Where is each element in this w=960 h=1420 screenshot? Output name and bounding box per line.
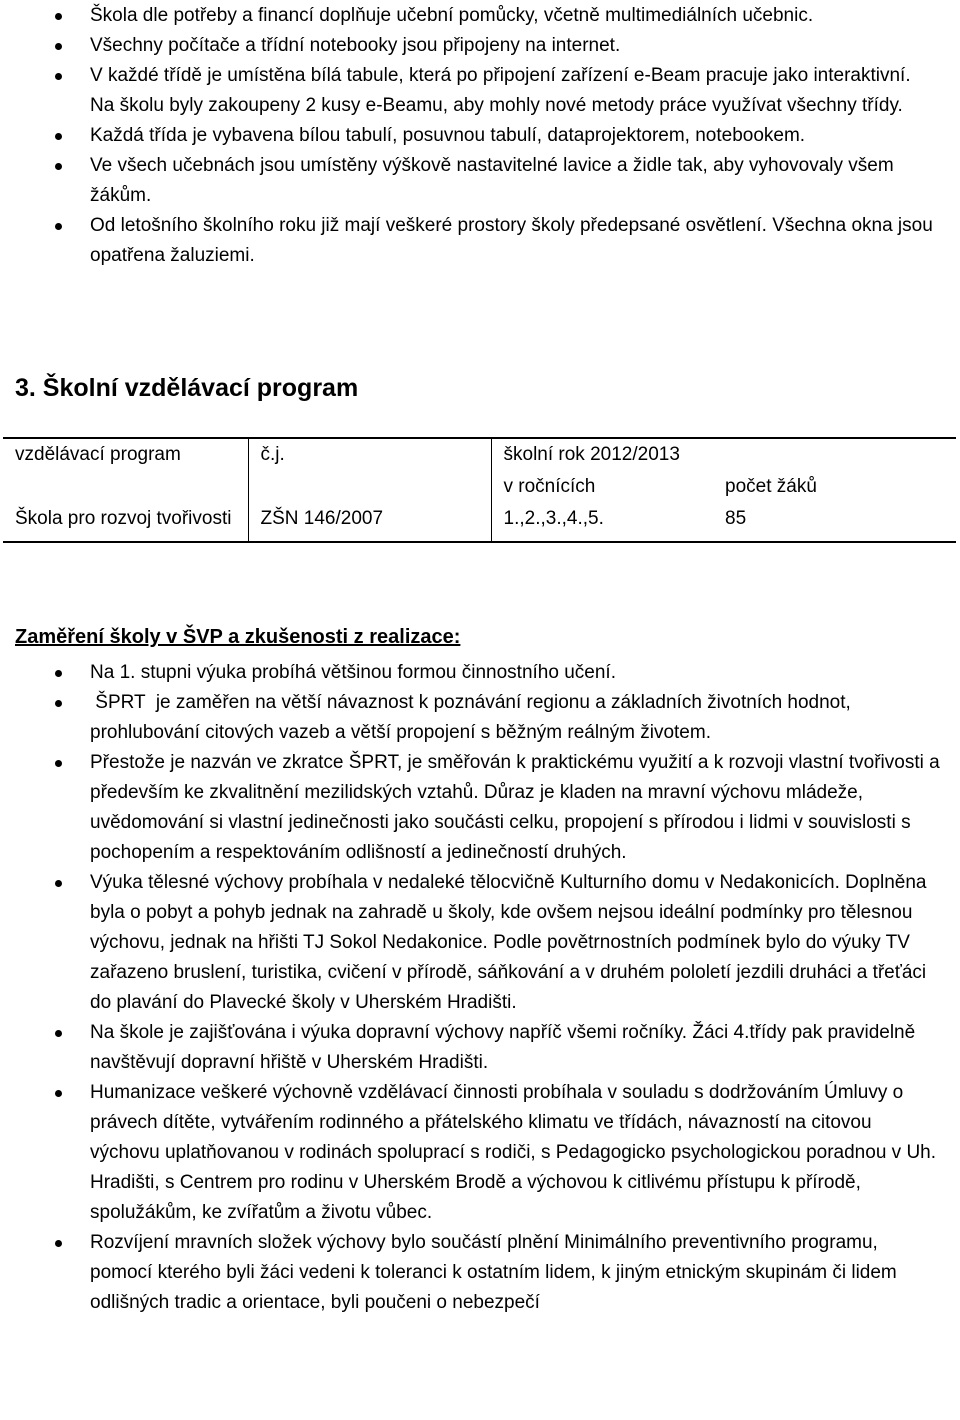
table-row [3, 503, 956, 542]
bullet-icon [55, 700, 62, 707]
list-item [0, 151, 960, 211]
bullet-icon [55, 133, 62, 140]
list-item [0, 688, 960, 748]
list-item-text: Škola dle potřeby a financí doplňuje učební pomůcky, včetně multimediálních učebnic. [90, 5, 814, 26]
equipment-list [0, 1, 960, 271]
list-item [0, 61, 960, 121]
program-table [3, 437, 956, 543]
bullet-icon [55, 43, 62, 50]
cell-cj: ZŠN 146/2007 [248, 503, 491, 542]
cell-pupils: 85 [713, 503, 956, 542]
bullet-icon [55, 223, 62, 230]
bullet-icon [55, 163, 62, 170]
list-item [0, 658, 960, 688]
bullet-icon [55, 880, 62, 887]
list-item [0, 1018, 960, 1078]
list-item-text: Na škole je zajišťována i výuka dopravní výchovy napříč všemi ročníky. Žáci 4.třídy pak pravidelně navštěvují dopravní hřiště v Uherském Hradišti. [90, 1022, 916, 1073]
cell-grades: 1.,2.,3.,4.,5. [491, 503, 713, 542]
list-item-text: Přestože je nazván ve zkratce ŠPRT, je směřován k praktickému využití a k rozvoji vlastní tvořivosti a především ke zkvalitnění mezilidských vztahů. Důraz je kladen na mravní výchovu mládeže, uvědomování si vlastní jedinečnosti jako součásti celku, propojení s přírodou i lidmi v souvislosti s pochopením a respektováním odlišností a jedinečností druhých. [90, 752, 940, 863]
cell-program: Škola pro rozvoj tvořivosti [3, 503, 248, 542]
list-item-text: Výuka tělesné výchovy probíhala v nedaleké tělocvičně Kulturního domu v Nedakonicích. Doplněna byla o pobyt a pohyb jednak na zahradě u školy, kde ovšem nejsou ideální podmínky pro tělesnou výchovu, jednak na hřišti TJ Sokol Nedakonice. Podle povětrnostních podmínek bylo do výuky TV zařazeno bruslení, turistika, cvičení v přírodě, sáňkování a v druhém pololetí jezdili druháci a třeťáci do plavání do Plavecké školy v Uherském Hradišti. [90, 872, 927, 1013]
bullet-icon [55, 13, 62, 20]
list-item [0, 1078, 960, 1228]
list-item [0, 1, 960, 31]
list-item-text: Rozvíjení mravních složek výchovy bylo součástí plnění Minimálního preventivního programu, pomocí kterého byli žáci vedeni k toleranci k ostatním lidem, k jiným etnickým skupinám či lidem odlišných tradic a orientace, byli poučeni o nebezpečí [90, 1232, 897, 1313]
table-header-row [3, 438, 956, 471]
focus-heading: Zaměření školy v ŠVP a zkušenosti z realizace: [15, 626, 461, 648]
table-subheader-row [3, 471, 956, 503]
list-item-text: ŠPRT je zaměřen na větší návaznost k poznávání regionu a základních životních hodnot, prohlubování citových vazeb a větší propojení s běžným reálným životem. [90, 692, 857, 743]
list-item-text: Na 1. stupni výuka probíhá většinou formou činnostního učení. [90, 662, 616, 683]
subheader-grades: v ročnících [491, 471, 713, 503]
bullet-icon [55, 760, 62, 767]
list-item-text: Každá třída je vybavena bílou tabulí, posuvnou tabulí, dataprojektorem, notebookem. [90, 125, 806, 146]
list-item [0, 748, 960, 868]
header-cj: č.j. [248, 438, 491, 471]
section-heading: 3. Školní vzdělávací program [15, 374, 359, 402]
list-item-text: Ve všech učebnách jsou umístěny výškově nastavitelné lavice a židle tak, aby vyhovovaly všem žákům. [90, 155, 894, 206]
empty-cell [248, 471, 491, 503]
header-program: vzdělávací program [3, 438, 248, 471]
bullet-icon [55, 1030, 62, 1037]
list-item [0, 1228, 960, 1318]
list-item [0, 121, 960, 151]
list-item-text: Humanizace veškeré výchovně vzdělávací činnosti probíhala v souladu s dodržováním Úmluvy o právech dítěte, vytvářením rodinného a přátelského klimatu ve třídách, návazností na citovou výchovu uplatňovanou v rodinách spoluprací s rodiči, s Pedagogicko psychologickou poradnou v Uh. Hradišti, s Centrem pro rodinu v Uherském Brodě a výchovou k citlivému přístupu k přírodě, spolužákům, ke zvířatům a životu vůbec. [90, 1082, 937, 1223]
bullet-icon [55, 1240, 62, 1247]
bullet-icon [55, 73, 62, 80]
list-item-text: V každé třídě je umístěna bílá tabule, která po připojení zařízení e-Beam pracuje jako interaktivní. Na školu byly zakoupeny 2 kusy e-Beamu, aby mohly nové metody práce využívat všechny třídy. [90, 65, 911, 116]
list-item-text: Od letošního školního roku již mají veškeré prostory školy předepsané osvětlení. Všechna okna jsou opatřena žaluziemi. [90, 215, 933, 266]
bullet-icon [55, 1090, 62, 1097]
list-item [0, 211, 960, 271]
list-item [0, 31, 960, 61]
list-item-text: Všechny počítače a třídní notebooky jsou připojeny na internet. [90, 35, 621, 56]
bullet-icon [55, 670, 62, 677]
subheader-pupils: počet žáků [725, 476, 817, 497]
focus-list [0, 658, 960, 1318]
empty-cell [3, 471, 248, 503]
header-year: školní rok 2012/2013 [491, 438, 956, 471]
list-item [0, 868, 960, 1018]
